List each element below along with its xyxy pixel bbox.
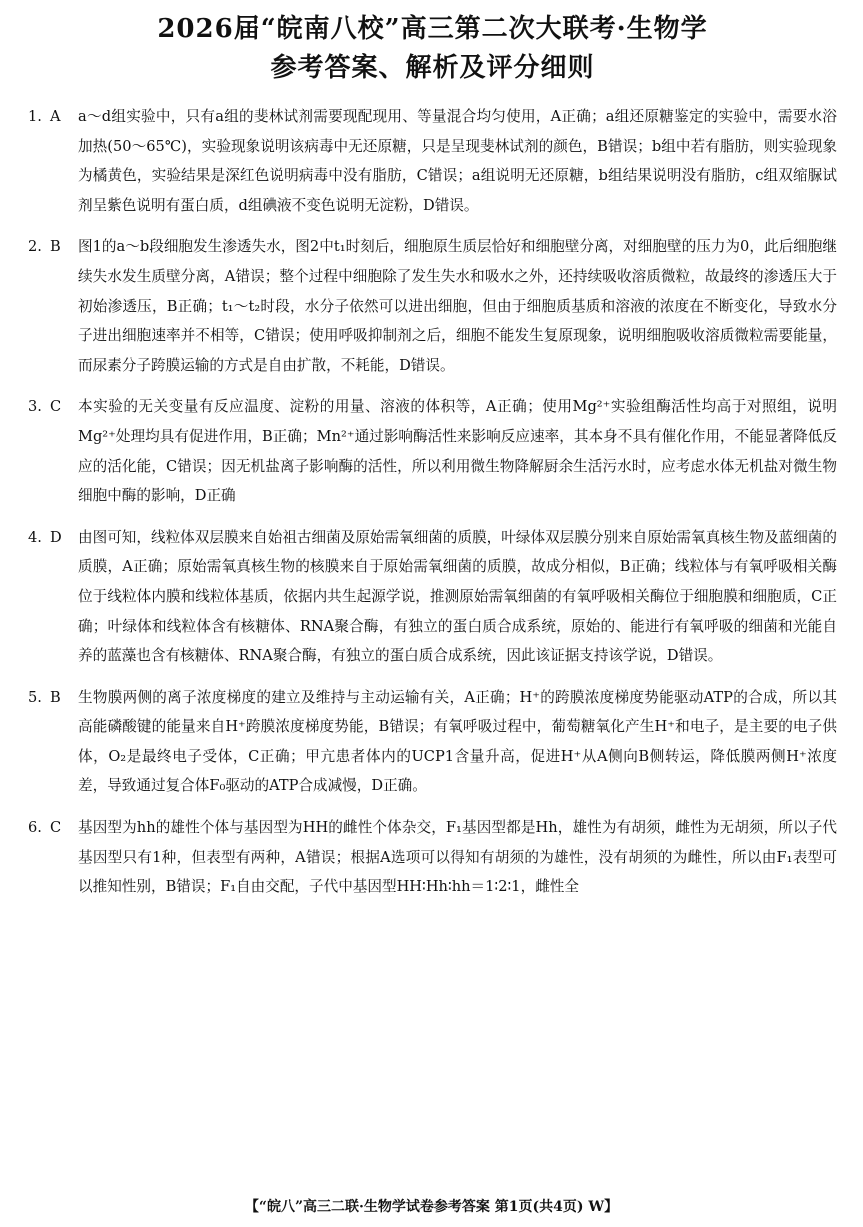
answer-letter: D	[50, 528, 62, 546]
answer-list	[28, 102, 837, 902]
answer-item-5	[28, 683, 837, 801]
answer-letter: B	[50, 238, 61, 256]
answer-item-4	[28, 523, 837, 671]
document-subtitle: 参考答案、解析及评分细则	[270, 53, 595, 83]
answer-item-3	[28, 392, 837, 510]
document-title: 2026届“皖南八校”高三第二次大联考·生物学	[157, 14, 708, 44]
answer-letter: A	[50, 108, 61, 125]
page-footer: 【“皖八”高三二联·生物学试卷参考答案 第1页(共4页) W】	[244, 1199, 619, 1215]
answer-explanation: 生物膜两侧的离子浓度梯度的建立及维持与主动运输有关，A正确；H⁺的跨膜浓度梯度势能驱动ATP的合成，所以其高能磷酸键的能量来自H⁺跨膜浓度梯度势能，B错误；有氧呼吸过程中，葡萄糖氧化产生H⁺和电子，是主要的电子供体，O₂是最终电子受体，C正确；甲亢患者体内的UCP1含量升高，促进H⁺从A侧向B侧转运，降低膜两侧H⁺浓度差，导致通过复合体F₀驱动的ATP合成减慢，D正确。	[78, 688, 837, 795]
answer-explanation: a～d组实验中，只有a组的斐林试剂需要现配现用、等量混合均匀使用，A正确；a组还原糖鉴定的实验中，需要水浴加热(50～65℃)，实验现象说明该病毒中无还原糖，只是呈现斐林试剂的颜色，B错误；b组中若有脂肪，则实验现象为橘黄色，实验结果是深红色说明病毒中没有脂肪，C错误；a组说明无还原糖，b组结果说明没有脂肪，c组双缩脲试剂呈紫色说明有蛋白质，d组碘液不变色说明无淀粉，D错误。	[78, 108, 837, 214]
answer-explanation: 图1的a～b段细胞发生渗透失水，图2中t₁时刻后，细胞原生质层恰好和细胞壁分离，对细胞壁的压力为0，此后细胞继续失水发生质壁分离，A错误；整个过程中细胞除了发生失水和吸水之外，还持续吸收溶质微粒，故最终的渗透压大于初始渗透压，B正确；t₁～t₂时段，水分子依然可以进出细胞，但由于细胞质基质和溶液的浓度在不断变化，导致水分子进出细胞速率并不相等，C错误；使用呼吸抑制剂之后，细胞不能发生复原现象，说明细胞吸收溶质微粒需要能量，而尿素分子跨膜运输的方式是自由扩散，不耗能，D错误。	[78, 238, 837, 374]
answer-item-1	[28, 102, 837, 220]
question-number: 5.	[28, 688, 42, 706]
answer-letter: C	[50, 398, 62, 416]
answer-letter: B	[50, 688, 61, 706]
answer-item-6	[28, 813, 837, 902]
question-number: 3.	[28, 398, 42, 416]
answer-item-2	[28, 232, 837, 380]
answer-explanation: 基因型为hh的雄性个体与基因型为HH的雌性个体杂交，F₁基因型都是Hh，雄性为有胡须，雌性为无胡须，所以子代基因型只有1种，但表型有两种，A错误；根据A选项可以得知有胡须的为雄性，没有胡须的为雌性，所以由F₁表型可以推知性别，B错误；F₁自由交配，子代中基因型HH∶Hh∶hh＝1∶2∶1，雌性全	[78, 819, 837, 896]
question-number: 4.	[28, 528, 42, 546]
question-number: 6.	[28, 819, 42, 837]
answer-explanation: 本实验的无关变量有反应温度、淀粉的用量、溶液的体积等，A正确；使用Mg²⁺实验组酶活性均高于对照组，说明Mg²⁺处理均具有促进作用，B正确；Mn²⁺通过影响酶活性来影响反应速率，其本身不具有催化作用，不能显著降低反应的活化能，C错误；因无机盐离子影响酶的活性，所以利用微生物降解厨余生活污水时，应考虑水体无机盐对微生物细胞中酶的影响，D正确	[78, 398, 837, 505]
answer-letter: C	[50, 819, 62, 837]
question-number: 2.	[28, 238, 42, 256]
answer-explanation: 由图可知，线粒体双层膜来自始祖古细菌及原始需氧细菌的质膜，叶绿体双层膜分别来自原始需氧真核生物及蓝细菌的质膜，A正确；原始需氧真核生物的核膜来自于原始需氧细菌的质膜，故成分相似，B正确；线粒体与有氧呼吸相关酶位于线粒体内膜和线粒体基质，依据内共生起源学说，推测原始需氧细菌的有氧呼吸相关酶位于细胞膜和细胞质，C正确；叶绿体和线粒体含有核糖体、RNA聚合酶，有独立的蛋白质合成系统，原始的、能进行有氧呼吸的细菌和光能自养的蓝藻也含有核糖体、RNA聚合酶，有独立的蛋白质合成系统，因此该证据支持该学说，D错误。	[78, 528, 837, 665]
question-number: 1.	[28, 108, 42, 125]
